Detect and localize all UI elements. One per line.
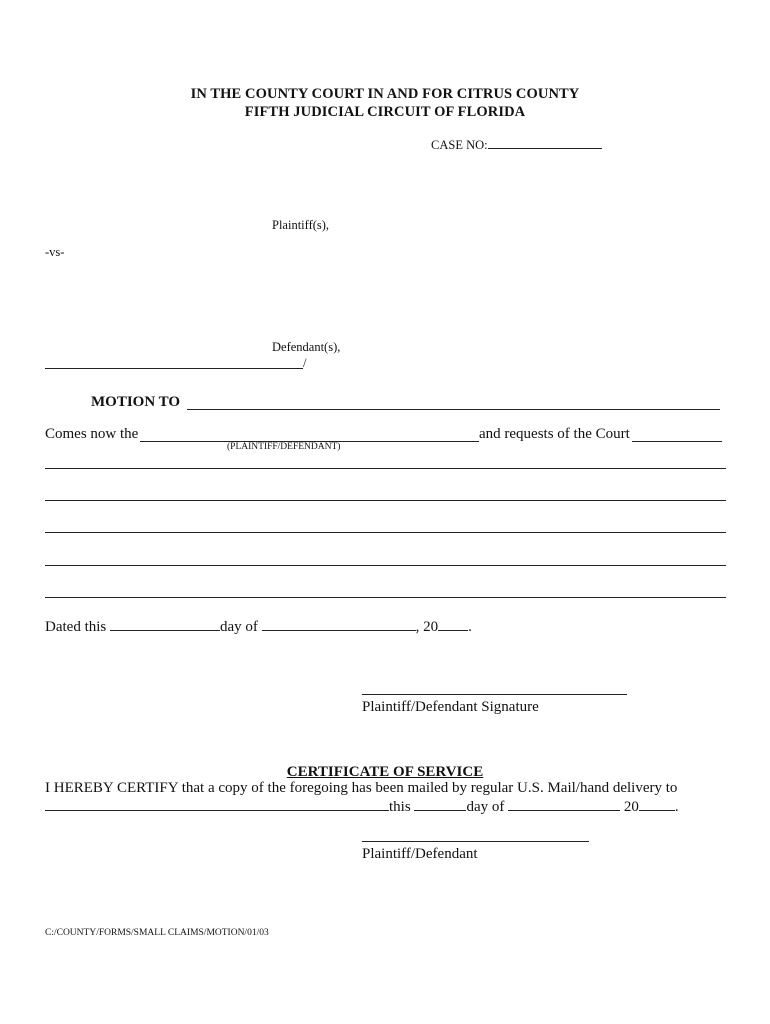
certificate-day-field[interactable] [414,798,466,811]
certificate-text: I HEREBY CERTIFY that a copy of the foregoing has been mailed by regular U.S. Mail/hand delivery to [45,780,678,796]
dated-month-field[interactable] [262,618,416,631]
defendant-name-line[interactable] [45,368,303,369]
dated-period: . [468,619,472,635]
recipient-field[interactable] [45,798,389,811]
motion-body-line[interactable] [45,500,726,501]
signature-label: Plaintiff/Defendant Signature [362,699,539,715]
dated-year-prefix: , 20 [415,619,439,635]
motion-title: MOTION TO [91,394,181,410]
circuit-heading: FIFTH JUDICIAL CIRCUIT OF FLORIDA [244,104,526,120]
dated-lead: Dated this [45,619,107,635]
plaintiff-label: Plaintiff(s), [272,218,330,232]
party-type-sublabel: (PLAINTIFF/DEFENDANT) [227,442,341,452]
certificate-day-of: day of [466,799,505,815]
request-field[interactable] [632,441,722,442]
case-number-line [431,136,602,153]
defendant-label: Defendant(s), [272,340,341,354]
vs-label: -vs- [45,245,65,259]
certificate-title: CERTIFICATE OF SERVICE [286,764,484,780]
court-heading: IN THE COUNTY COURT IN AND FOR CITRUS COUNTY [190,86,580,102]
signature-line[interactable] [362,694,627,695]
certificate-date-line [45,798,679,816]
motion-body-line[interactable] [45,597,726,598]
certificate-this: this [389,799,411,815]
motion-subject-line[interactable] [187,409,720,410]
certificate-month-field[interactable] [508,798,620,811]
dated-year-field[interactable] [438,618,468,631]
case-no-label: CASE NO: [431,138,488,152]
certificate-period: . [674,799,679,815]
dated-day-of: day of [220,619,258,635]
comes-now-lead: Comes now the [45,426,139,442]
dated-line [45,618,472,636]
certificate-year-prefix: 20 [623,799,639,815]
certificate-signature-line[interactable] [362,841,589,842]
form-path-footer: C:/COUNTY/FORMS/SMALL CLAIMS/MOTION/01/03 [45,928,269,938]
case-no-field[interactable] [488,136,602,149]
motion-body-line[interactable] [45,532,726,533]
dated-day-field[interactable] [110,618,220,631]
certificate-year-field[interactable] [639,798,675,811]
closing-slash: / [303,356,307,370]
certificate-signer-label: Plaintiff/Defendant [362,846,478,862]
requests-label: and requests of the Court [479,426,630,442]
motion-body-line[interactable] [45,468,726,469]
motion-body-line[interactable] [45,565,726,566]
